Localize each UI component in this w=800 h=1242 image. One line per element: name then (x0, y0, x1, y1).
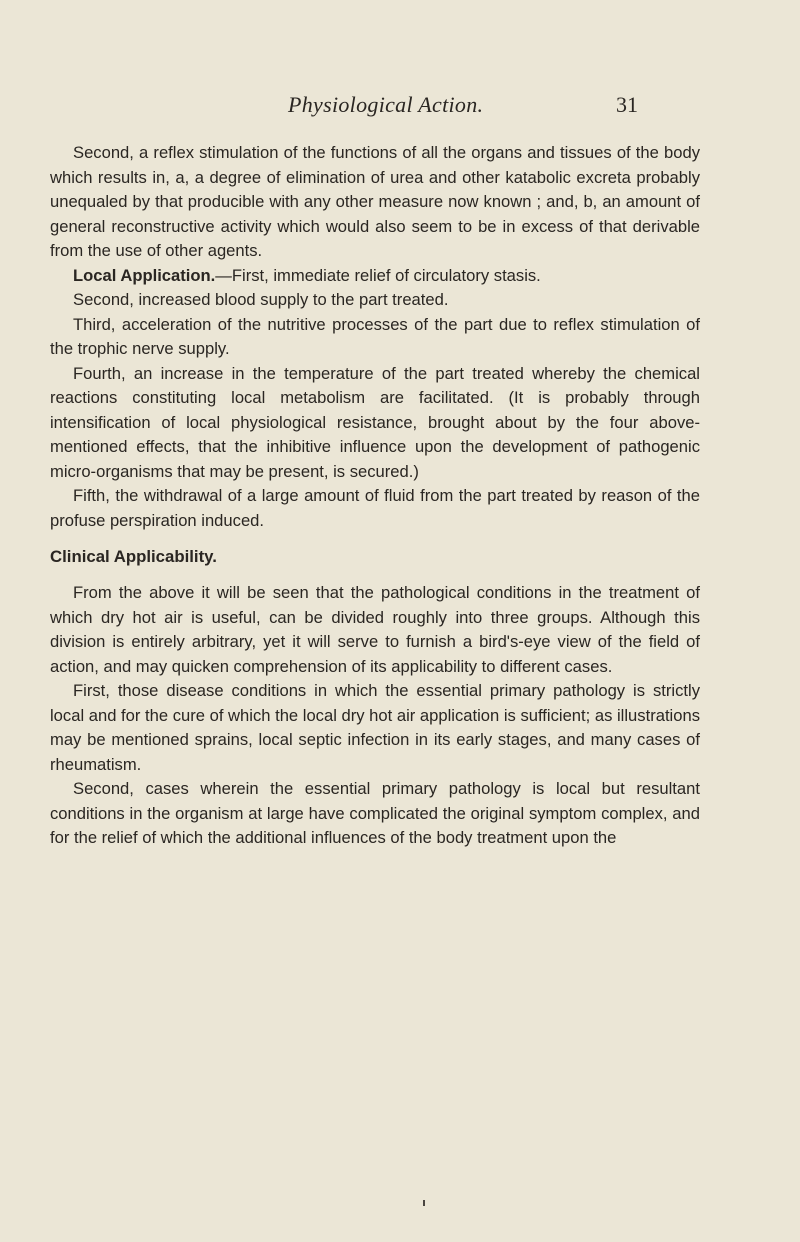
run-in-heading-local-application: Local Application. (73, 265, 216, 285)
running-title: Physiological Action. (288, 92, 484, 117)
paragraph-second: Second, increased blood supply to the part treated. (73, 290, 449, 309)
paragraph-second-group: Second, cases wherein the essential primary pathology is local but resultant conditions in the organism at large have complicated the original symptom complex, and for the relief of which the additional influences of the body treatment upon the (50, 779, 700, 847)
page-number: 31 (616, 92, 638, 117)
paragraph-general-effects: Second, a reflex stimulation of the functions of all the organs and tissues of the body which results in, a, a degree of elimination of urea and other katabolic excreta probably unequaled by that producible with any other measure now known ; and, b, an amount of general reconstructive activity which would also seem to be in excess of that derivable from the use of other agents. (50, 143, 700, 260)
section-heading-clinical-applicability: Clinical Applicability. (50, 547, 217, 566)
local-application-text: —First, immediate relief of circulatory stasis. (215, 265, 541, 285)
running-head (0, 88, 800, 124)
paragraph-first-group: First, those disease conditions in which the essential primary pathology is strictly local and for the cure of which the local dry hot air application is sufficient; as illustrations may be mentioned sprains, local septic infection in its early stages, and many cases of rheumatism. (50, 681, 700, 774)
paragraph-local-application (50, 264, 700, 289)
body-text (50, 141, 700, 851)
paragraph-three-groups: From the above it will be seen that the pathological conditions in the treatment of which dry hot air is useful, can be divided roughly into three groups. Although this division is entirely arbitrary, yet it will serve to furnish a bird's-eye view of the field of action, and may quicken comprehension of its applicability to different cases. (50, 583, 700, 676)
paragraph-fourth: Fourth, an increase in the temperature of the part treated whereby the chemical reactions constituting local metabolism are facilitated. (It is probably through intensification of local physiological resistance, brought about by the four above-mentioned effects, that the inhibitive influence upon the development of pathogenic micro-organisms that may be present, is secured.) (50, 363, 700, 481)
print-mark (423, 1200, 425, 1206)
paragraph-third: Third, acceleration of the nutritive processes of the part due to reflex stimulation of the trophic nerve supply. (50, 314, 700, 358)
paragraph-fifth: Fifth, the withdrawal of a large amount of fluid from the part treated by reason of the profuse perspiration induced. (50, 486, 700, 530)
